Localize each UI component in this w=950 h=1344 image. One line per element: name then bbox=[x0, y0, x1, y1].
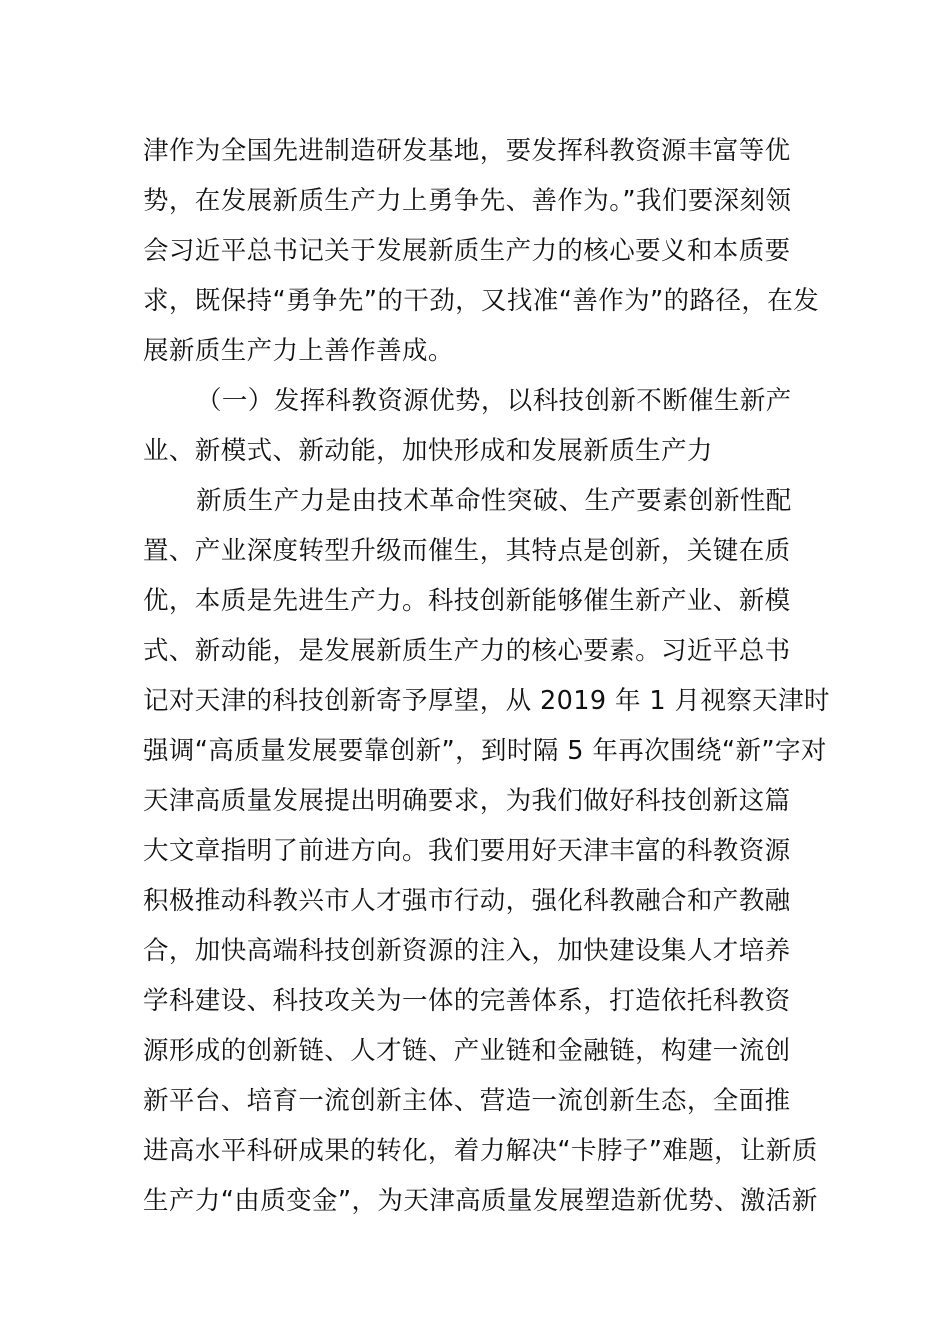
text-line: 强调“高质量发展要靠创新”，到时隔 5 年再次围绕“新”字对 bbox=[143, 736, 827, 766]
text-line: 优，本质是先进生产力。科技创新能够催生新产业、新模 bbox=[143, 586, 791, 616]
text-line: 积极推动科教兴市人才强市行动，强化科教融合和产教融 bbox=[143, 886, 791, 916]
text-line: 会习近平总书记关于发展新质生产力的核心要义和本质要 bbox=[143, 236, 791, 266]
section-heading-line: 业、新模式、新动能，加快形成和发展新质生产力 bbox=[143, 436, 713, 466]
text-line: 势，在发展新质生产力上勇争先、善作为。”我们要深刻领 bbox=[143, 186, 792, 216]
text-line: 新平台、培育一流创新主体、营造一流创新生态，全面推 bbox=[143, 1086, 791, 1116]
text-line: 学科建设、科技攻关为一体的完善体系，打造依托科教资 bbox=[143, 986, 791, 1016]
text-line: 天津高质量发展提出明确要求，为我们做好科技创新这篇 bbox=[143, 786, 791, 816]
text-line: 求，既保持“勇争先”的干劲，又找准“善作为”的路径，在发 bbox=[143, 286, 820, 316]
text-line: 展新质生产力上善作善成。 bbox=[143, 336, 454, 366]
text-line: 进高水平科研成果的转化，着力解决“卡脖子”难题，让新质 bbox=[143, 1136, 818, 1166]
text-line: 生产力“由质变金”，为天津高质量发展塑造新优势、激活新 bbox=[143, 1186, 818, 1216]
text-line: 新质生产力是由技术革命性突破、生产要素创新性配 bbox=[196, 486, 792, 516]
text-line: 置、产业深度转型升级而催生，其特点是创新，关键在质 bbox=[143, 536, 791, 566]
text-line: 大文章指明了前进方向。我们要用好天津丰富的科教资源 bbox=[143, 836, 791, 866]
text-line: 津作为全国先进制造研发基地，要发挥科教资源丰富等优 bbox=[143, 136, 791, 166]
text-line: 源形成的创新链、人才链、产业链和金融链，构建一流创 bbox=[143, 1036, 791, 1066]
text-line: 记对天津的科技创新寄予厚望，从 2019 年 1 月视察天津时 bbox=[143, 686, 830, 716]
section-heading-line: （一）发挥科教资源优势，以科技创新不断催生新产 bbox=[196, 386, 792, 416]
text-line: 式、新动能，是发展新质生产力的核心要素。习近平总书 bbox=[143, 636, 791, 666]
text-line: 合，加快高端科技创新资源的注入，加快建设集人才培养 bbox=[143, 936, 791, 966]
